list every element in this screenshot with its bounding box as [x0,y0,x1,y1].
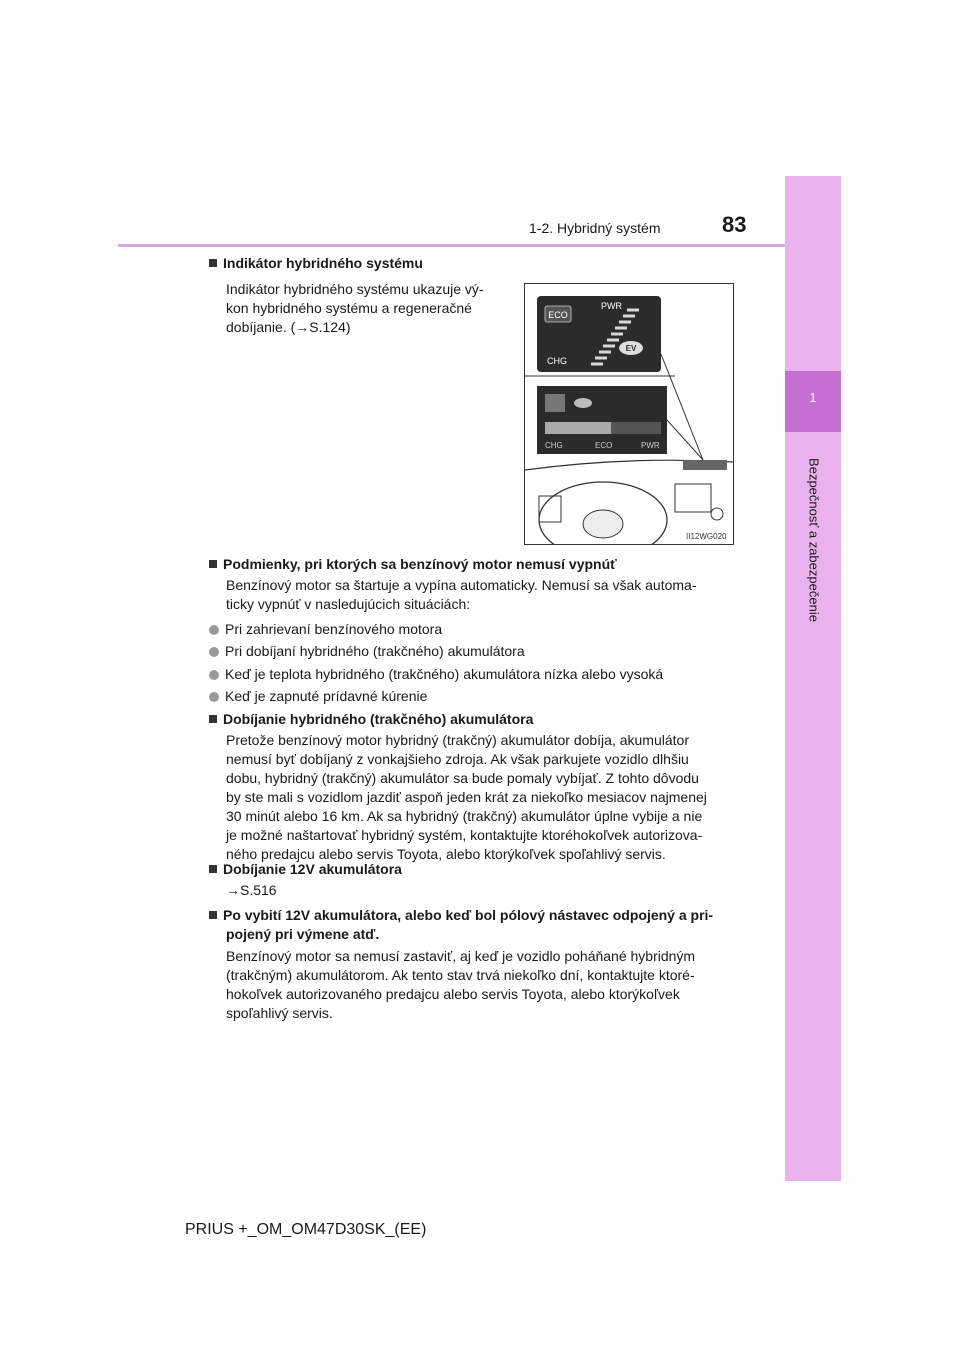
pwr-label: PWR [601,301,622,311]
bullet-dot-icon [209,692,219,702]
heading-text: pojený pri výmene atď. [226,926,380,942]
text-line: Benzínový motor sa nemusí zastaviť, aj keď je vozidlo poháňané hybridným [226,948,696,964]
reference-12v-battery [226,881,744,900]
steering-hub [583,510,623,538]
square-bullet-icon [209,911,217,919]
paragraph-after-12v-discharge [226,947,744,1023]
list-item [209,665,663,684]
heading-engine-stop-conditions [209,555,617,574]
list-item [209,642,525,661]
footer-document-code: PRIUS +_OM_OM47D30SK_(EE) [185,1221,427,1238]
text-line: by ste mali s vozidlom jazdiť aspoň jeden krát za niekoľko mesiacov najmenej [226,789,707,805]
heading-text: Po vybití 12V akumulátora, alebo keď bol pólový nástavec odpojený a pri- [223,907,714,923]
text-line: (trakčným) akumulátorom. Ak tento stav trvá niekoľko dní, kontaktujte ktoré- [226,967,695,983]
display-unit [683,460,727,470]
figure-code: II12WG020 [686,532,727,541]
knob [711,508,723,520]
square-bullet-icon [209,560,217,568]
chg-label: CHG [547,356,567,366]
ev-label: EV [625,344,637,353]
square-bullet-icon [209,259,217,267]
header-rule [118,244,785,247]
heading-text: Indikátor hybridného systému [223,255,423,271]
heading-text: Dobíjanie hybridného (trakčného) akumulátora [223,711,534,727]
bullet-dot-icon [209,647,219,657]
list-item-text: Keď je teplota hybridného (trakčného) akumulátora nízka alebo vysoká [225,666,664,682]
text-line: Pretože benzínový motor hybridný (trakčný) akumulátor dobíja, akumulátor [226,732,689,748]
heading-text: Podmienky, pri ktorých sa benzínový motor nemusí vypnúť [223,556,617,572]
bar-eco-label: ECO [595,441,613,450]
eco-label: ECO [548,310,568,320]
heading-12v-battery-charging [209,860,402,879]
text-line: kon hybridného systému a regeneračné [226,300,472,316]
text-line: hokoľvek autorizovaného predajcu alebo servis Toyota, alebo ktorýkoľvek [226,986,680,1002]
text-line: ného predajcu alebo servis Toyota, alebo ktorýkoľvek spoľahlivý servis. [226,846,666,862]
right-console [675,484,711,512]
battery-icon [545,394,565,412]
page-reference: →S.516 [226,882,277,898]
text-line: nemusí byť dobíjaný z vonkajšieho zdroja. Ak však parkujete vozidlo dlhšiu [226,751,689,767]
chapter-title: Bezpečnosť a zabezpečenie [806,458,822,622]
chapter-number: 1 [809,390,817,405]
text-line: 30 minút alebo 16 km. Ak sa hybridný (trakčný) akumulátor úplne vybije a nie [226,808,703,824]
paragraph-engine-stop [226,576,744,614]
heading-after-12v-discharge [209,906,749,944]
dashboard-illustration [525,284,733,544]
heading-hybrid-battery-charging [209,710,533,729]
text-line: spoľahlivý servis. [226,1005,333,1021]
list-item-text: Pri zahrievaní benzínového motora [225,621,443,637]
text-line: Indikátor hybridného systému ukazuje vý- [226,281,484,297]
heading-text: Dobíjanie 12V akumulátora [223,861,402,877]
bar-pwr-label: PWR [641,441,660,450]
ev-small-icon [574,398,592,408]
bullet-dot-icon [209,670,219,680]
text-line: ticky vypnúť v nasledujúcich situáciách: [226,596,471,612]
text-line: dobíjanie. (→S.124) [226,319,351,335]
left-vent [539,496,561,522]
page-number: 83 [722,212,747,237]
paragraph-hybrid-indicator [226,280,504,337]
chapter-side-tab [785,176,841,1181]
list-item [209,687,427,706]
callout-line [667,420,703,460]
list-item-text: Keď je zapnuté prídavné kúrenie [225,688,428,704]
text-line: je možné naštartovať hybridný systém, kontaktujte ktoréhokoľvek autorizova- [226,827,703,843]
heading-hybrid-indicator [209,254,423,273]
paragraph-hybrid-battery-charging [226,731,744,864]
bullet-dot-icon [209,625,219,635]
square-bullet-icon [209,865,217,873]
callout-line [661,354,703,460]
list-item [209,620,442,639]
square-bullet-icon [209,715,217,723]
list-item-text: Pri dobíjaní hybridného (trakčného) akumulátora [225,643,525,659]
hybrid-indicator-figure [524,283,734,545]
power-bar-fill [545,422,611,434]
text-line: Benzínový motor sa štartuje a vypína automaticky. Nemusí sa však automa- [226,577,697,593]
text-line: dobu, hybridný (trakčný) akumulátor sa bude pomaly vybíjať. Z tohto dôvodu [226,770,699,786]
section-title: 1-2. Hybridný systém [529,220,661,236]
bar-chg-label: CHG [545,441,563,450]
